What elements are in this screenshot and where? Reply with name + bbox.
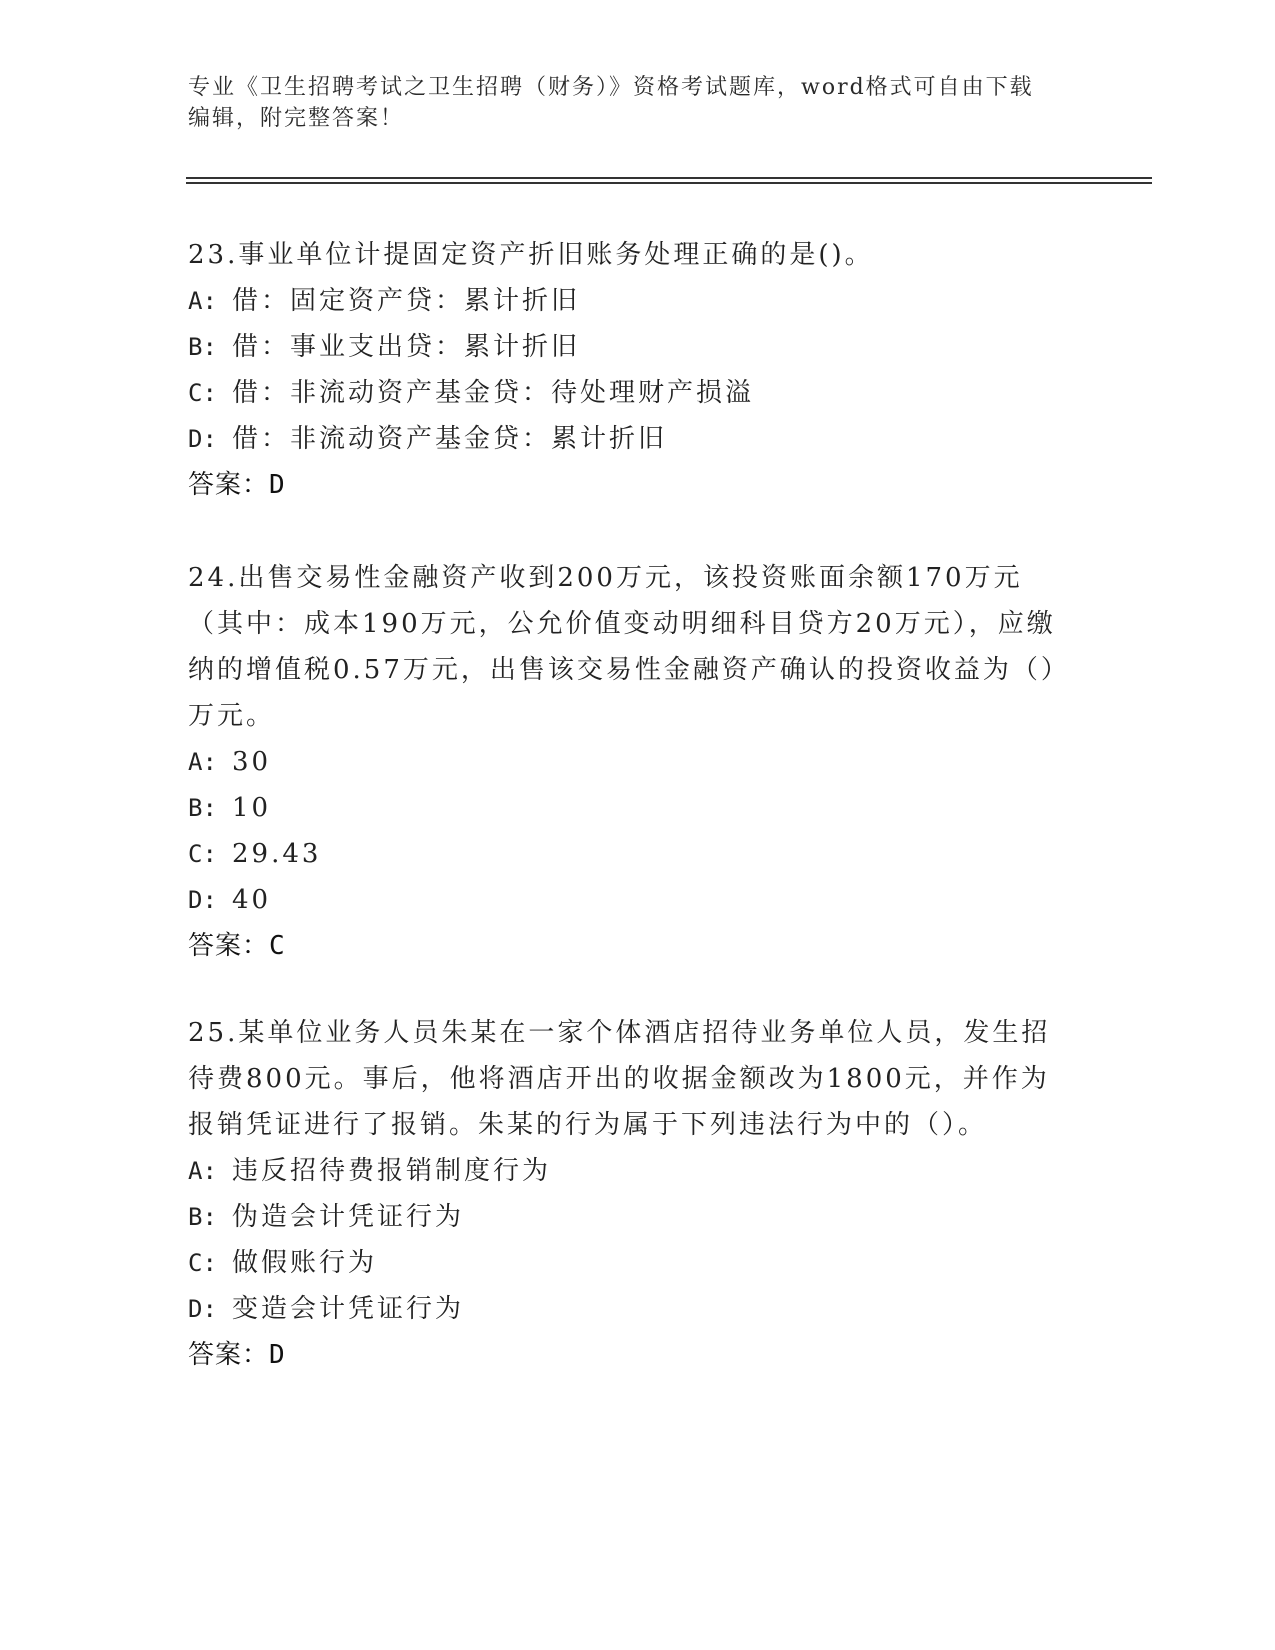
option-text: 10: [232, 793, 272, 823]
question-23: [188, 232, 1068, 508]
option-key: B:: [188, 333, 217, 361]
option-b: [188, 324, 1068, 370]
header-line-1: 专业《卫生招聘考试之卫生招聘（财务）》资格考试题库，word格式可自由下载: [188, 75, 1034, 100]
option-text: 借：事业支出贷：累计折旧: [232, 332, 581, 362]
answer-line: [188, 923, 1068, 969]
question-stem: 23.事业单位计提固定资产折旧账务处理正确的是()。: [188, 240, 874, 270]
option-a: [188, 278, 1068, 324]
option-text: 借：非流动资产基金贷：累计折旧: [232, 424, 668, 454]
option-text: 违反招待费报销制度行为: [232, 1156, 552, 1186]
option-key: C:: [188, 379, 217, 407]
option-key: B:: [188, 794, 217, 822]
document-header: [188, 72, 1068, 134]
option-b: [188, 785, 1068, 831]
option-text: 做假账行为: [232, 1248, 378, 1278]
option-key: A:: [188, 287, 217, 315]
option-text: 借：非流动资产基金贷：待处理财产损溢: [232, 378, 755, 408]
option-key: D:: [188, 1295, 217, 1323]
option-c: [188, 831, 1068, 877]
option-a: [188, 739, 1068, 785]
answer-value: D: [269, 1340, 286, 1370]
option-a: [188, 1148, 1068, 1194]
question-stem: 24.出售交易性金融资产收到200万元，该投资账面余额170万元（其中：成本190万元，公允价值变动明细科目贷方20万元），应缴纳的增值税0.57万元，出售该交易性金融资产确认的投资收益为（）万元。: [188, 563, 1057, 731]
option-text: 30: [232, 747, 272, 777]
option-text: 40: [232, 885, 272, 915]
option-key: D:: [188, 886, 217, 914]
option-key: D:: [188, 425, 217, 453]
answer-label: 答案：: [188, 470, 270, 500]
answer-label: 答案：: [188, 1340, 270, 1370]
question-stem: 25.某单位业务人员朱某在一家个体酒店招待业务单位人员，发生招待费800元。事后，他将酒店开出的收据金额改为1800元，并作为报销凭证进行了报销。朱某的行为属于下列违法行为中的（）。: [188, 1018, 1051, 1140]
option-key: A:: [188, 1157, 217, 1185]
answer-value: D: [269, 470, 286, 500]
option-text: 伪造会计凭证行为: [232, 1202, 465, 1232]
option-key: A:: [188, 748, 217, 776]
option-text: 29.43: [232, 839, 322, 869]
option-key: C:: [188, 840, 217, 868]
option-d: [188, 1286, 1068, 1332]
option-key: C:: [188, 1249, 217, 1277]
answer-label: 答案：: [188, 931, 270, 961]
answer-value: C: [269, 931, 286, 961]
option-text: 变造会计凭证行为: [232, 1294, 465, 1324]
header-divider-bottom: [186, 182, 1152, 184]
question-24: [188, 555, 1068, 969]
option-d: [188, 877, 1068, 923]
option-b: [188, 1194, 1068, 1240]
question-25: [188, 1010, 1068, 1378]
option-d: [188, 416, 1068, 462]
option-text: 借：固定资产贷：累计折旧: [232, 286, 581, 316]
header-line-2: 编辑，附完整答案！: [188, 106, 405, 131]
answer-line: [188, 462, 1068, 508]
header-divider-top: [186, 177, 1152, 179]
option-key: B:: [188, 1203, 217, 1231]
answer-line: [188, 1332, 1068, 1378]
option-c: [188, 370, 1068, 416]
option-c: [188, 1240, 1068, 1286]
